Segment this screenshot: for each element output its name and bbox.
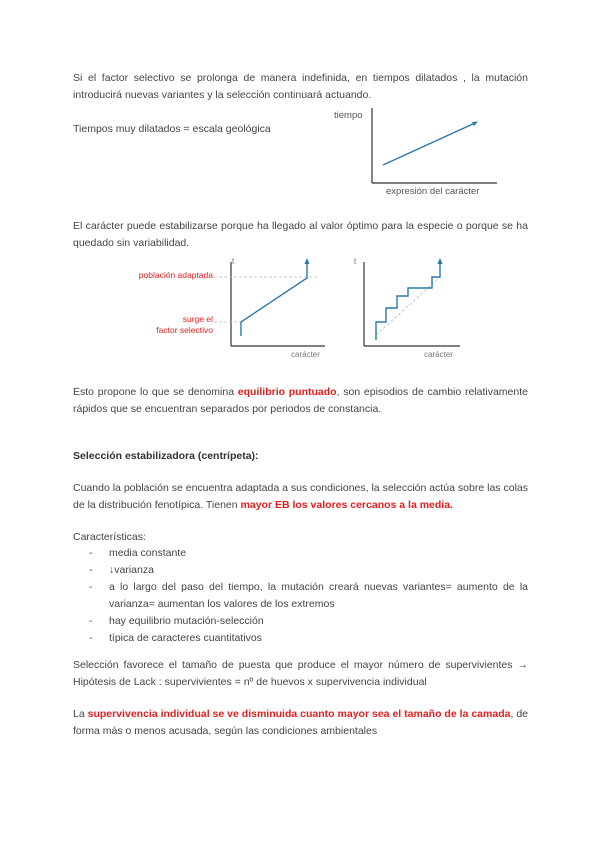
graph3-trend-dashed [376, 277, 440, 335]
graph2-label-selective-line2: factor selectivo [156, 325, 213, 335]
paragraph-4-pre: Esto propone lo que se denomina [73, 386, 238, 398]
paragraph-7-pre: La [73, 708, 88, 720]
graph1-x-label: expresión del carácter [386, 186, 480, 197]
graph3-steps [376, 262, 440, 340]
graph2-label-selective [110, 314, 213, 336]
paragraph-1: Si el factor selectivo se prolonga de manera indefinida, en tiempos dilatados , la mutación introducirá nuevas variantes y la selección continuará actuando. [73, 72, 528, 101]
paragraph-5-pre: Cuando la población se encuentra adaptada a sus condiciones, la selección actúa sobre las colas de la distribución fenotípica. Tienen [73, 482, 528, 511]
list-item: - a lo largo del paso del tiempo, la mutación creará nuevas variantes= aumento de la varianza= aumentan los valores de los extremos [89, 581, 528, 610]
paragraph-2: Tiempos muy dilatados = escala geológica [73, 123, 271, 135]
features-list [73, 545, 528, 647]
graph2-x-label: carácter [291, 350, 320, 359]
paragraph-4-post: , son episodios de cambio relativamente rápidos que se encuentran separados por periodos de constancia. [73, 386, 528, 415]
paragraph-7 [73, 706, 528, 740]
graph3-arrowhead [438, 258, 443, 264]
list-item: - media constante [89, 547, 187, 559]
paragraph-6: Selección favorece el tamaño de puesta que produce el mayor número de supervivientes → Hipótesis de Lack : supervivientes = nº de huevos x supervivencia individual [73, 659, 528, 688]
graph3-x-label: carácter [424, 350, 453, 359]
paragraph-4 [73, 384, 528, 418]
term-equilibrio-puntuado: equilibrio puntuado [237, 386, 337, 398]
graph2-label-selective-line1: surge el [182, 314, 213, 324]
graph2-curve [241, 262, 307, 336]
paragraph-5-highlight: mayor EB los valores cercanos a la media. [240, 499, 453, 511]
paragraph-5 [73, 480, 528, 514]
list-item: - típica de caracteres cuantitativos [89, 632, 262, 644]
graph2-arrowhead [305, 258, 310, 264]
list-item: - hay equilibrio mutación-selección [89, 615, 264, 627]
paragraph-7-highlight: supervivencia individual se ve disminuida cuanto mayor sea el tamaño de la camada [87, 708, 511, 720]
graph2-y-label: t [232, 257, 235, 266]
paragraph-7-post: , de forma más o menos acusada, según las condiciones ambientales [73, 708, 528, 737]
paragraph-3: El carácter puede estabilizarse porque ha llegado al valor óptimo para la especie o porque se ha quedado sin variabilidad. [73, 220, 528, 249]
graph1-y-label: tiempo [334, 110, 363, 121]
list-item: - ↓varianza [89, 564, 154, 576]
graph1-arrowhead [472, 122, 478, 127]
graph3-y-label: t [354, 257, 357, 266]
graph1-trend-line [383, 123, 475, 165]
graph2-label-adapted: población adaptada [138, 270, 213, 280]
features-title: Características: [73, 531, 146, 543]
section-heading: Selección estabilizadora (centrípeta): [73, 450, 259, 462]
